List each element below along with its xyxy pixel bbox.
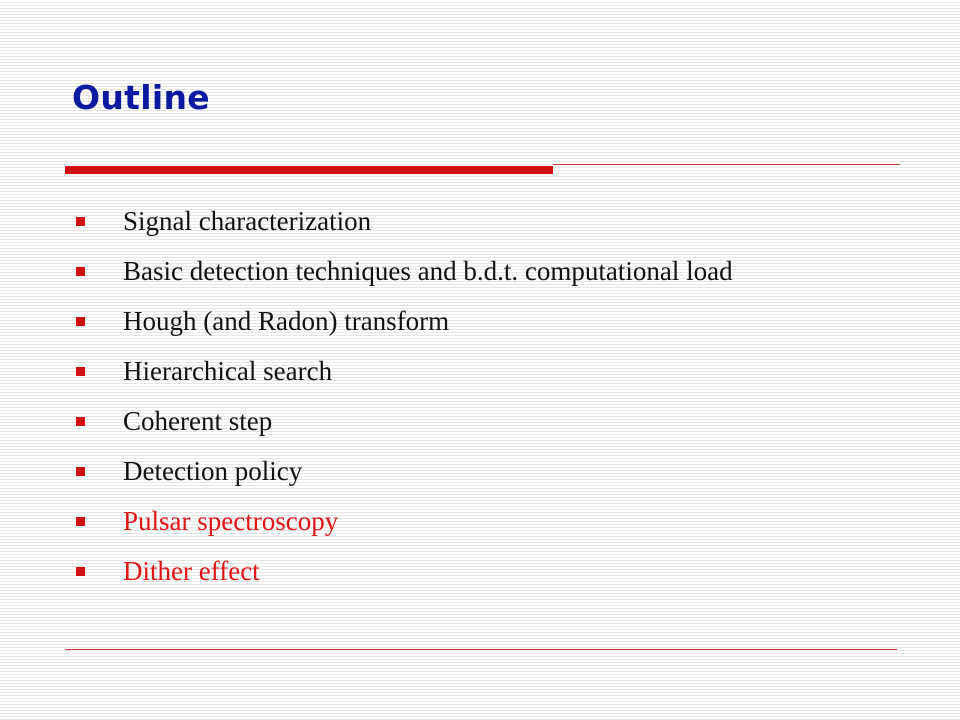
square-bullet-icon [76,267,85,276]
square-bullet-icon [76,567,85,576]
list-item-label: Coherent step [123,405,273,436]
outline-list [76,196,733,596]
square-bullet-icon [76,367,85,376]
list-item [76,246,733,296]
list-item-highlighted [76,546,733,596]
list-item [76,296,733,346]
slide-title: Outline [72,78,210,117]
list-item [76,196,733,246]
square-bullet-icon [76,217,85,226]
list-item [76,446,733,496]
list-item-label: Basic detection techniques and b.d.t. computational load [123,255,733,286]
square-bullet-icon [76,317,85,326]
list-item-highlighted [76,496,733,546]
title-underline-thin [553,164,900,165]
list-item-label: Dither effect [123,555,260,586]
square-bullet-icon [76,417,85,426]
list-item [76,396,733,446]
list-item-label: Signal characterization [123,205,372,236]
square-bullet-icon [76,517,85,526]
list-item [76,346,733,396]
footer-divider [65,649,897,650]
list-item-label: Detection policy [123,455,303,486]
list-item-label: Hierarchical search [123,355,333,386]
list-item-label: Pulsar spectroscopy [123,505,339,536]
title-underline-thick [65,166,553,174]
square-bullet-icon [76,467,85,476]
list-item-label: Hough (and Radon) transform [123,305,450,336]
